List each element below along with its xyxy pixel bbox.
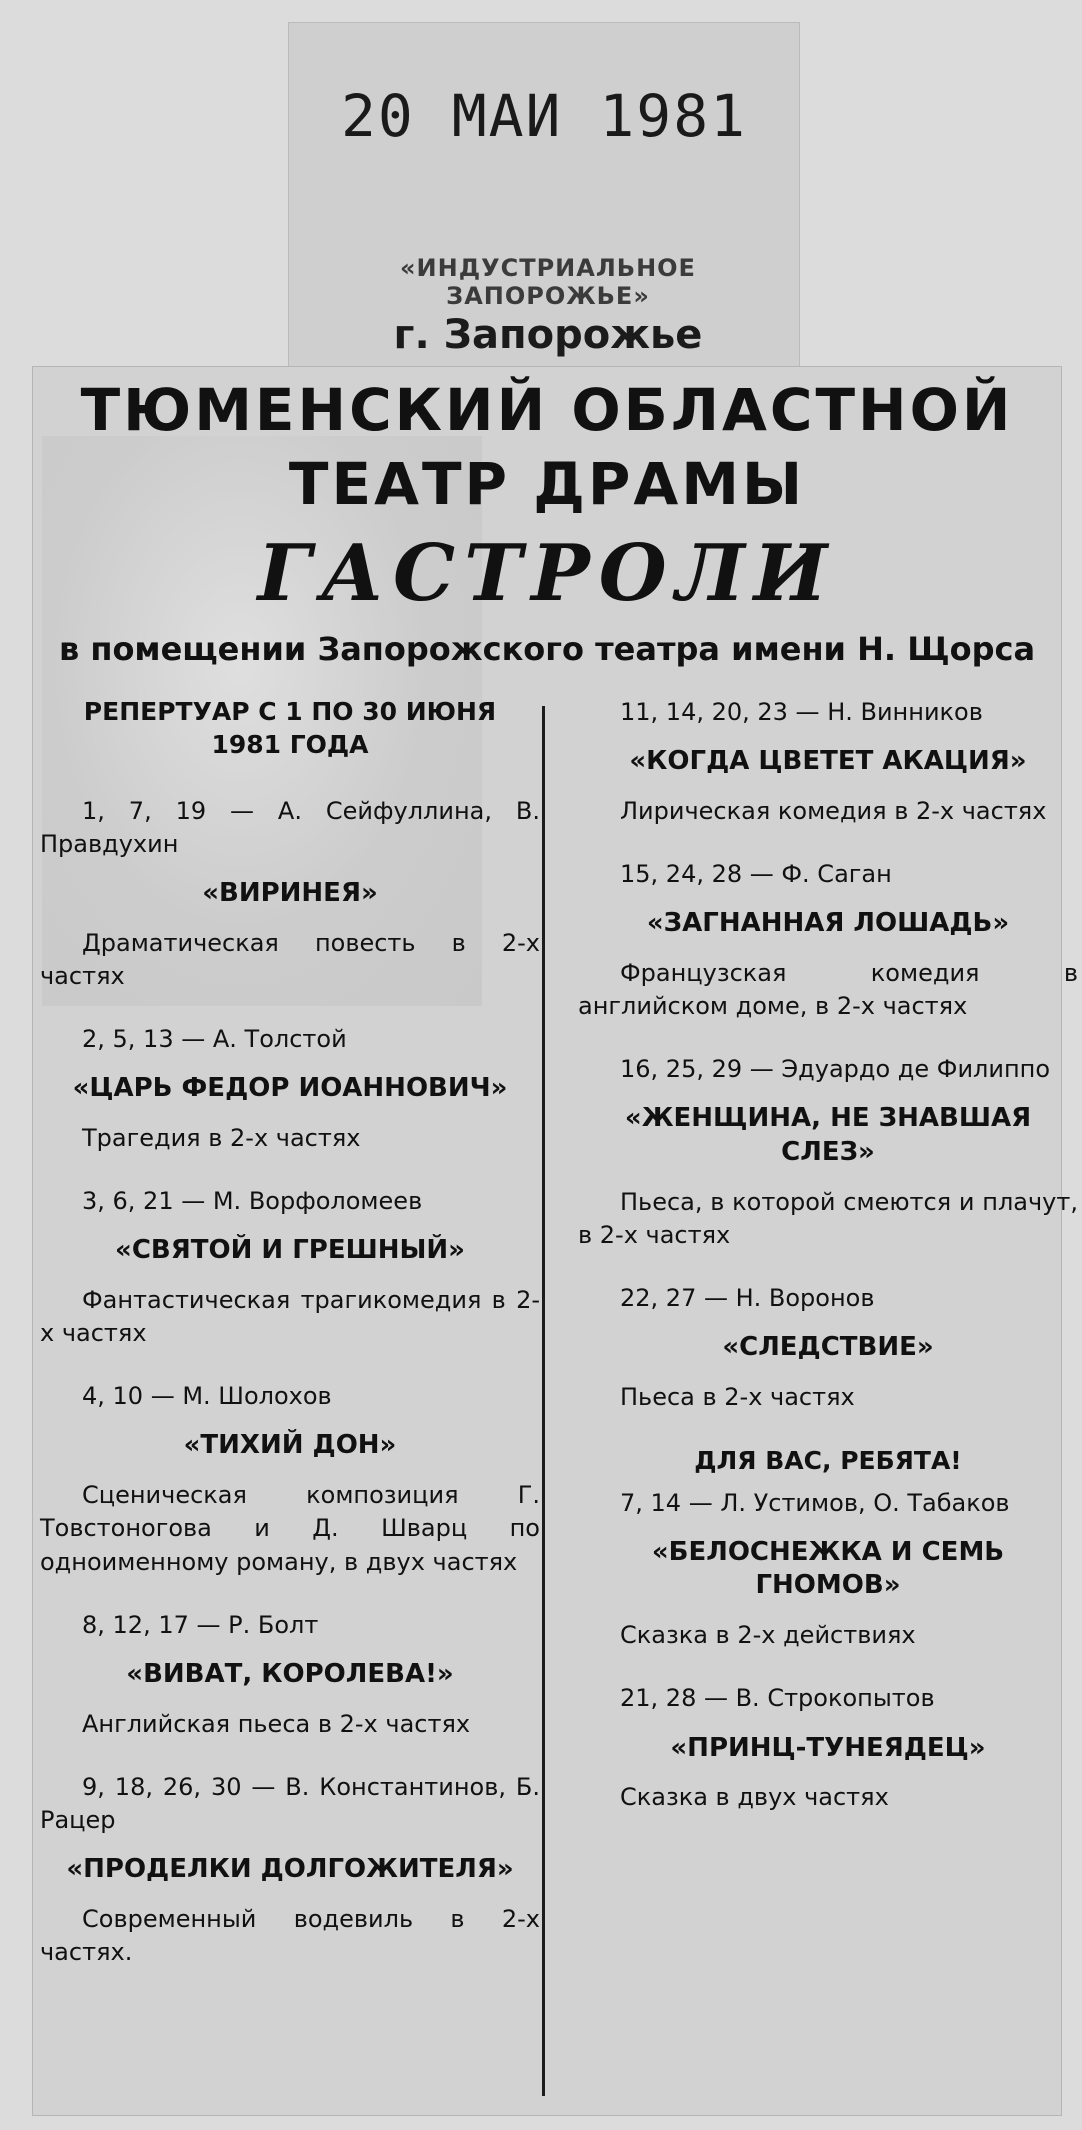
play-dates-authors: 3, 6, 21 — М. Ворфоломеев	[82, 1187, 423, 1216]
headline-line2: ТЕАТР ДРАМЫ	[288, 450, 806, 518]
newspaper-source-slip	[288, 22, 800, 368]
play-dates-authors: 9, 18, 26, 30 — В. Константинов, Б. Рацер	[40, 1772, 540, 1834]
play-description: Сказка в 2-х действиях	[620, 1621, 916, 1650]
play-title: «ЗАГНАННАЯ ЛОШАДЬ»	[646, 908, 1010, 939]
play-title: «СЛЕДСТВИЕ»	[722, 1332, 934, 1363]
play-title: «ВИРИНЕЯ»	[202, 878, 378, 909]
play-dates-authors: 16, 25, 29 — Эдуардо де Филиппо	[620, 1055, 1051, 1084]
play-description: Лирическая комедия в 2-х частях	[620, 796, 1047, 825]
headline-tour: ГАСТРОЛИ	[257, 528, 837, 619]
play-title: «ПРОДЕЛКИ ДОЛГОЖИТЕЛЯ»	[66, 1853, 514, 1884]
play-dates-authors: 4, 10 — М. Шолохов	[82, 1382, 332, 1411]
play-description: Пьеса в 2-х частях	[620, 1382, 855, 1411]
right-column	[578, 696, 1078, 1844]
play-dates-authors: 1, 7, 19 — А. Сейфуллина, В. Правдухин	[40, 797, 540, 859]
play-description: Английская пьеса в 2-х частях	[82, 1709, 471, 1738]
date-stamp: 20 МАИ 1981	[340, 82, 748, 150]
play-description: Современный водевиль в 2-х частях.	[40, 1904, 540, 1966]
play-title: «ЖЕНЩИНА, НЕ ЗНАВШАЯ СЛЕЗ»	[624, 1103, 1032, 1168]
repertoire-title	[40, 696, 540, 761]
play-title: «ЦАРЬ ФЕДОР ИОАННОВИЧ»	[72, 1073, 508, 1104]
play-dates-authors: 11, 14, 20, 23 — Н. Винников	[620, 698, 983, 726]
newspaper-clipping	[32, 366, 1078, 2116]
play-title: «ВИВАТ, КОРОЛЕВА!»	[126, 1658, 454, 1689]
play-description: Французская комедия в английском доме, в 2-х частях	[578, 958, 1078, 1021]
venue-subtitle: в помещении Запорожского театра имени Н. Щорса	[58, 630, 1036, 668]
play-title: «ПРИНЦ-ТУНЕЯДЕЦ»	[670, 1732, 986, 1763]
play-description: Фантастическая трагикомедия в 2-х частях	[40, 1286, 540, 1348]
play-dates-authors: 8, 12, 17 — Р. Болт	[82, 1610, 319, 1639]
kids-section-heading: ДЛЯ ВАС, РЕБЯТА!	[694, 1446, 962, 1476]
play-description: Трагедия в 2-х частях	[82, 1124, 361, 1153]
newspaper-name-stamp: «ИНДУСТРИАЛЬНОЕ ЗАПОРОЖЬЕ»	[400, 254, 696, 310]
play-dates-authors: 7, 14 — Л. Устимов, О. Табаков	[620, 1488, 1010, 1517]
play-title: «ТИХИЙ ДОН»	[183, 1430, 397, 1461]
headline-line1: ТЮМЕНСКИЙ ОБЛАСТНОЙ	[80, 376, 1014, 444]
repertoire-title-line2: 1981 ГОДА	[211, 729, 369, 759]
play-title: «КОГДА ЦВЕТЕТ АКАЦИЯ»	[629, 746, 1027, 777]
play-dates-authors: 21, 28 — В. Строкопытов	[620, 1684, 935, 1713]
repertoire-title-line1: РЕПЕРТУАР С 1 ПО 30 ИЮНЯ	[83, 697, 497, 726]
play-dates-authors: 2, 5, 13 — А. Толстой	[82, 1025, 347, 1054]
play-description: Пьеса, в которой смеются и плачут, в 2-х частях	[578, 1187, 1078, 1249]
play-dates-authors: 15, 24, 28 — Ф. Саган	[620, 860, 892, 889]
city-stamp: г. Запорожье	[393, 312, 703, 358]
play-dates-authors: 22, 27 — Н. Воронов	[620, 1284, 875, 1313]
left-column	[40, 696, 540, 1999]
play-description: Сценическая композиция Г. Товстоногова и Д. Шварц по одноименному роману, в двух частях	[40, 1481, 540, 1576]
play-description: Драматическая повесть в 2-х частях	[40, 929, 540, 991]
column-divider	[542, 706, 545, 2096]
play-description: Сказка в двух частях	[620, 1783, 889, 1812]
play-title: «СВЯТОЙ И ГРЕШНЫЙ»	[115, 1235, 465, 1266]
play-title: «БЕЛОСНЕЖКА И СЕМЬ ГНОМОВ»	[651, 1536, 1005, 1601]
